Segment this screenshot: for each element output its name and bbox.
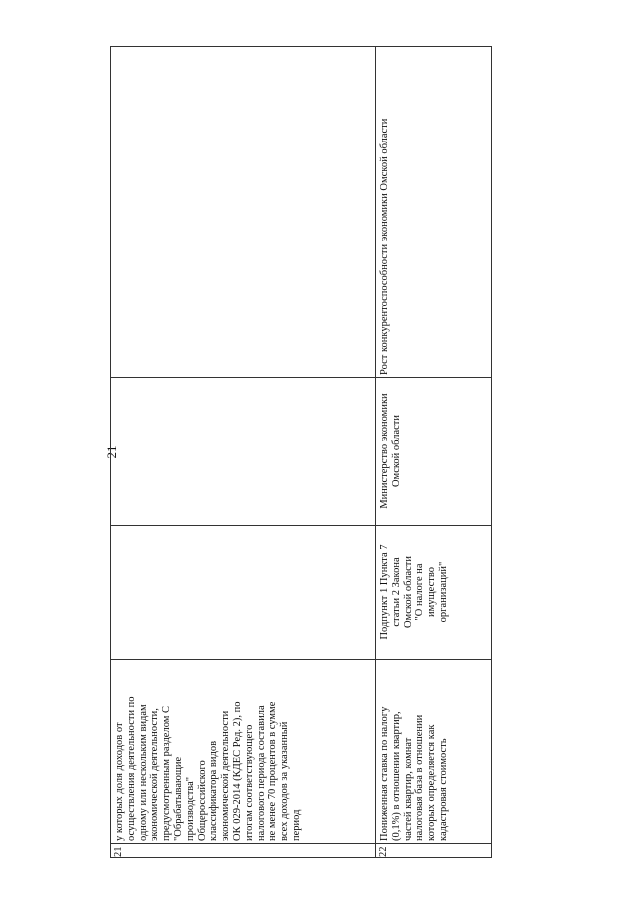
table-row-22-authority: Министерство экономики Омской области	[379, 393, 402, 509]
table-row-21-goal	[111, 47, 375, 377]
page-number: 21	[104, 445, 119, 459]
table-row-22-num: 22	[378, 846, 389, 857]
table-row-21-basis	[111, 525, 375, 659]
table-row-21-num: 21	[113, 846, 124, 857]
table-row-22-goal: Рост конкурентоспособности экономики Омской области	[379, 118, 390, 375]
table-row-21-authority	[111, 377, 375, 525]
table-row-22-basis: Подпункт 1 Пункта 7 статьи 2 Закона Омской области "О налоге на имущество организаций"	[379, 544, 449, 640]
table-row-21-description: у которых доля доходов от осуществления деятельности по одному или нескольким видам экономической деятельности, предусмотренным разделом С "Обрабатывающие производства" Общероссийского классификатора видов экономической деятельности ОК 029-2014 (КДЕС Ред. 2), по итогам соответствующего налогового периода составила не менее 70 процентов в сумме всех доходов за указанный период	[114, 696, 302, 841]
benefits-table	[110, 46, 492, 858]
table-row-22-description: Пониженная ставка по налогу (0,1%) в отношении квартир, частей квартир, комнат налоговая база в отношении которых определяется как кадастровая стоимость	[379, 706, 449, 841]
